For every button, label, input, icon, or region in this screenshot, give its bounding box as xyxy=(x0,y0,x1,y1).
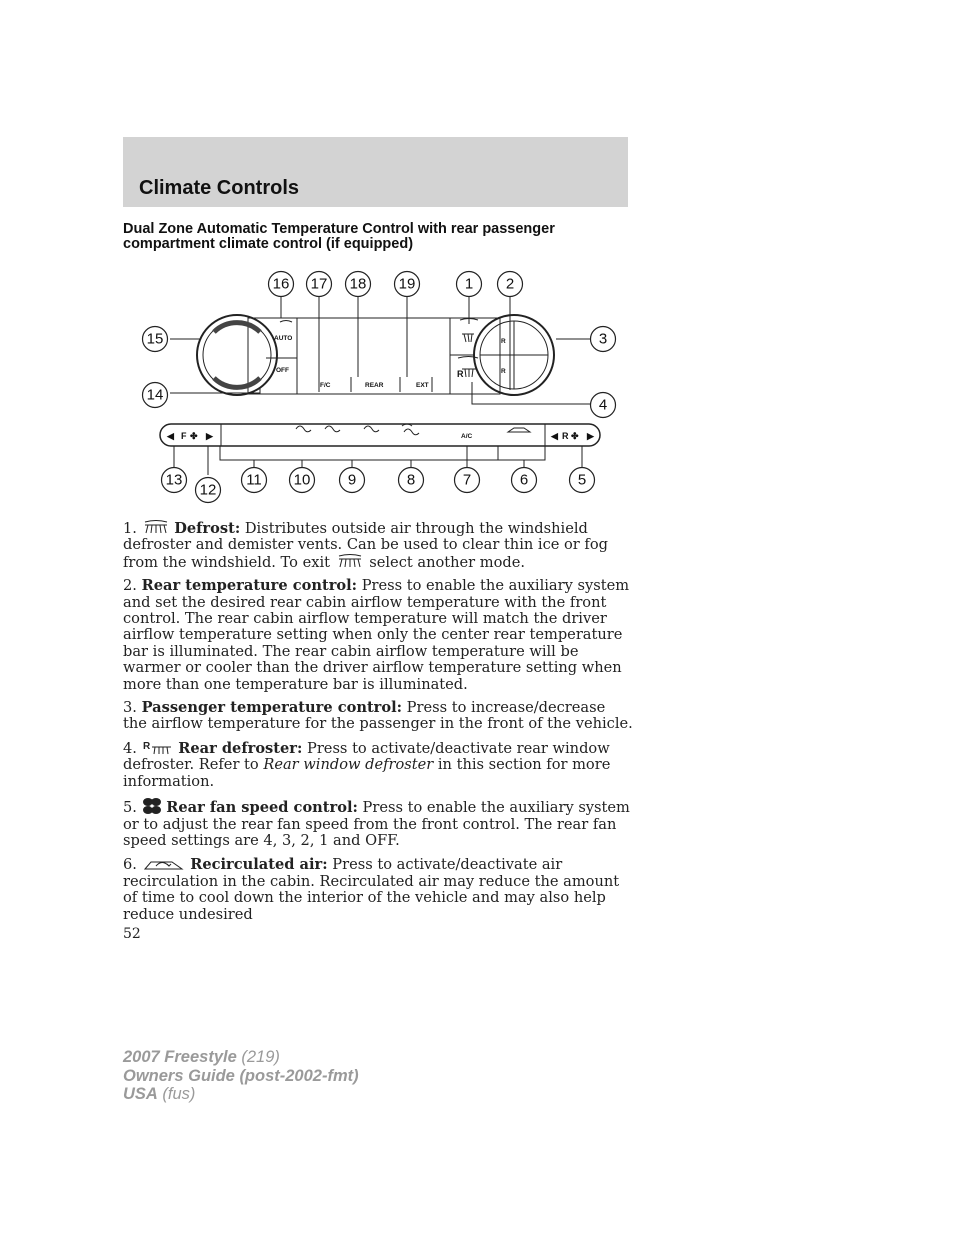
callout-12: 12 xyxy=(199,481,217,499)
fan-icon xyxy=(142,797,162,815)
lower-button-row xyxy=(160,424,600,446)
svg-text:▶: ▶ xyxy=(206,431,213,441)
callout-2: 2 xyxy=(505,275,515,293)
r-defrost-label: R xyxy=(457,369,464,379)
callout-17: 17 xyxy=(310,275,328,293)
footer-line-3: USA (fus) xyxy=(123,1085,196,1103)
callout-18: 18 xyxy=(349,275,367,293)
callout-19: 19 xyxy=(398,275,416,293)
climate-control-diagram xyxy=(120,262,635,512)
svg-text:◀: ◀ xyxy=(167,431,174,441)
svg-text:◀: ◀ xyxy=(551,431,558,441)
list-item: 1. Defrost: Distributes outside air through the windshield defroster and demister vents. Can be used to clear thin ice or fog from the windshield. To exit select another mode. xyxy=(123,520,608,571)
header-band xyxy=(123,137,628,207)
list-item: 2. Rear temperature control: Press to enable the auxiliary system and set the desired rear cabin airflow temperature with the front control. The rear cabin airflow temperature will match the driver airflow temperature setting when only the center rear temperature bar is illuminated. The rear cabin airflow temperature will be warmer or cooler than the driver airflow temperature setting when more than one temperature bar is illuminated. xyxy=(123,577,630,693)
callout-16: 16 xyxy=(272,275,290,293)
callout-13: 13 xyxy=(165,471,183,489)
rear-defroster-icon xyxy=(142,740,174,756)
callout-9: 9 xyxy=(347,471,357,489)
footer-line-2: Owners Guide (post-2002-fmt) xyxy=(123,1066,359,1085)
footer-line-1: 2007 Freestyle (219) xyxy=(123,1048,280,1066)
rear-fan-label: R xyxy=(562,431,569,441)
r-top-label: R xyxy=(501,338,506,345)
list-item: 6. Recirculated air: Press to activate/deactivate air recirculation in the cabin. Recirculated air may reduce the amount of time to cool down the interior of the vehicle and may also help reduce undesired xyxy=(123,856,620,923)
ac-label: A/C xyxy=(461,433,473,440)
page-number: 52 xyxy=(123,926,141,942)
rear-label: REAR xyxy=(365,382,384,389)
callout-15: 15 xyxy=(146,330,164,348)
svg-text:R: R xyxy=(142,740,150,752)
callout-4: 4 xyxy=(598,396,608,414)
fc-label: F/C xyxy=(320,382,331,389)
ext-label: EXT xyxy=(416,382,429,389)
svg-text:✤: ✤ xyxy=(571,431,579,441)
footer xyxy=(123,1048,359,1104)
svg-text:✤: ✤ xyxy=(190,431,198,441)
list-item: 3. Passenger temperature control: Press to increase/decrease the airflow temperature for the passenger in the front of the vehicle. xyxy=(123,699,633,733)
defrost-icon xyxy=(142,520,170,536)
page-title: Climate Controls xyxy=(139,177,300,199)
callout-8: 8 xyxy=(406,471,416,489)
callout-14: 14 xyxy=(146,386,164,404)
callout-10: 10 xyxy=(293,471,311,489)
section-heading: Dual Zone Automatic Temperature Control with rear passenger compartment climate control (if equipped) xyxy=(123,221,555,252)
callout-5: 5 xyxy=(577,471,587,489)
callout-11: 11 xyxy=(246,471,262,489)
front-fan-label: F xyxy=(181,431,187,441)
driver-temp-dial xyxy=(197,315,277,395)
recirculation-icon xyxy=(142,856,186,872)
r-bottom-label: R xyxy=(501,368,506,375)
list-item: 5. Rear fan speed control: Press to enable the auxiliary system or to adjust the rear fan speed from the front control. The rear fan speed settings are 4, 3, 2, 1 and OFF. xyxy=(123,799,630,849)
off-label: OFF xyxy=(276,367,289,374)
callout-1: 1 xyxy=(464,275,474,293)
body-text xyxy=(123,520,633,930)
auto-label: AUTO xyxy=(274,335,293,342)
callout-7: 7 xyxy=(462,471,472,489)
callout-3: 3 xyxy=(598,330,608,348)
callout-6: 6 xyxy=(519,471,529,489)
defrost-icon xyxy=(335,554,365,570)
svg-text:▶: ▶ xyxy=(587,431,594,441)
list-item: 4. R Rear defroster: Press to activate/deactivate rear window defroster. Refer to Rear window defroster in this section for more information. xyxy=(123,739,611,790)
